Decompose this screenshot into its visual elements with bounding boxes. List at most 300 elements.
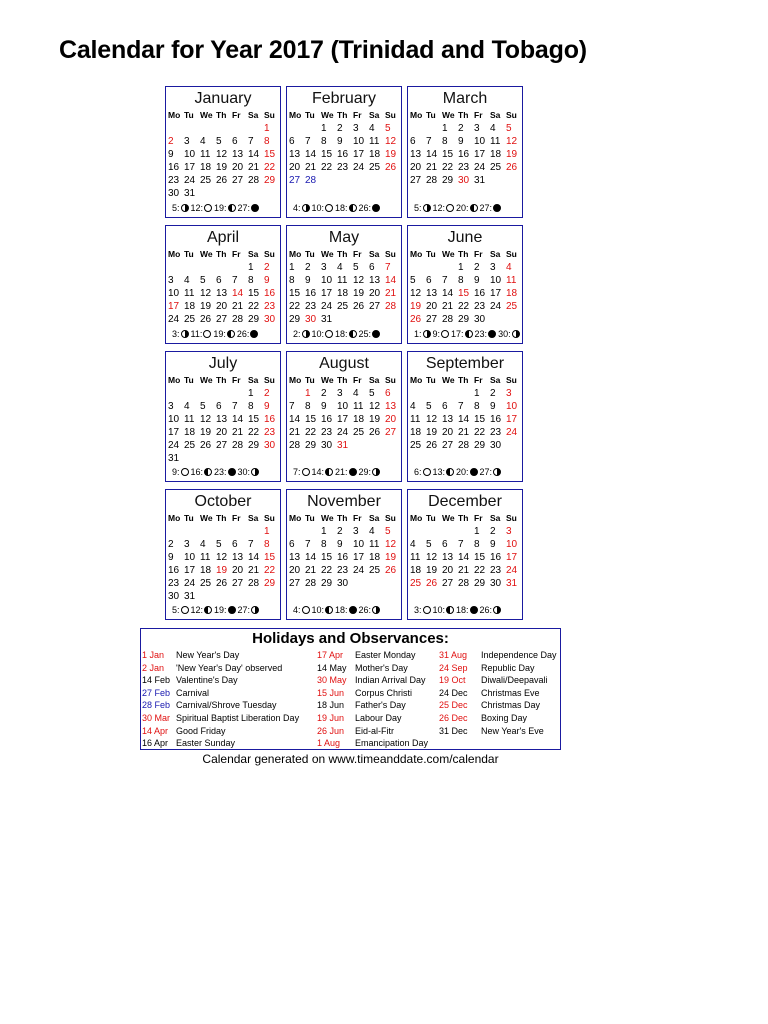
day-cell: 28: [248, 175, 260, 186]
day-cell: 12: [385, 539, 397, 550]
month-august: [286, 351, 402, 482]
day-cell: 2: [305, 262, 311, 273]
day-cell: 4: [337, 262, 343, 273]
moon-phase: [238, 202, 260, 214]
day-cell: 28: [458, 578, 470, 589]
month-june: [407, 225, 523, 344]
holiday-date: 14 Feb: [142, 675, 171, 686]
holiday-name: Carnival: [176, 687, 210, 698]
moon-phase-day: 19:: [213, 329, 226, 339]
moon-phase-day: 26:: [358, 605, 372, 615]
empty-cell: [232, 525, 248, 538]
month-july: [165, 351, 281, 482]
moon-phase-day: 17:: [451, 329, 464, 339]
day-cell: 7: [232, 275, 238, 286]
holiday-row: [317, 737, 428, 750]
day-cell: 21: [305, 162, 317, 173]
day-cell: 22: [264, 162, 276, 173]
moon-phase-day: 12:: [190, 203, 204, 213]
holiday-row: [142, 699, 299, 712]
day-cell: 3: [168, 401, 174, 412]
day-cell: 10: [490, 275, 502, 286]
weekday-header: Su: [385, 375, 396, 385]
day-cell: 19: [410, 301, 422, 312]
day-cell: 5: [216, 539, 222, 550]
day-cell: 27: [442, 440, 454, 451]
day-cell: 11: [353, 401, 364, 412]
day-cell: 6: [426, 275, 432, 286]
day-cell: 11: [490, 136, 501, 147]
holiday-row: [439, 712, 557, 725]
day-cell: 1: [248, 262, 254, 273]
day-cell: 23: [168, 578, 180, 589]
day-cell: 7: [248, 136, 254, 147]
moon-phase: [433, 328, 450, 340]
day-cell: 15: [474, 552, 486, 563]
weekday-header: Sa: [369, 249, 380, 259]
moon-phase-day: 10:: [311, 605, 325, 615]
holiday-name: Labour Day: [355, 712, 402, 723]
holiday-row: [142, 662, 299, 675]
weekday-header: We: [200, 375, 213, 385]
day-cell: 3: [184, 136, 190, 147]
holiday-date: 1 Aug: [317, 738, 341, 749]
holiday-row: [142, 725, 299, 738]
day-cell: 30: [474, 314, 486, 325]
day-cell: 19: [426, 427, 438, 438]
moon-phase-day: 27:: [237, 203, 251, 213]
day-cell: 23: [458, 162, 470, 173]
moon-new-icon: [493, 204, 501, 212]
day-cell: 24: [353, 565, 365, 576]
day-cell: 2: [490, 388, 496, 399]
moon-phase: [414, 466, 431, 478]
day-cell: 28: [248, 578, 260, 589]
day-cell: 2: [458, 123, 464, 134]
day-cell: 6: [232, 539, 238, 550]
day-cell: 3: [506, 526, 512, 537]
moon-phase-day: 10:: [432, 605, 446, 615]
holiday-date: 19 Oct: [439, 675, 466, 686]
day-cell: 18: [369, 149, 381, 160]
weekday-header: Mo: [410, 249, 423, 259]
day-cell: 29: [289, 314, 301, 325]
day-cell: 6: [232, 136, 238, 147]
weekday-header: Fr: [232, 375, 241, 385]
day-cell: 29: [442, 175, 454, 186]
moon-first-icon: [423, 204, 431, 212]
day-cell: 23: [490, 427, 502, 438]
moon-phase: [312, 328, 334, 340]
day-cell: 4: [410, 401, 416, 412]
day-cell: 8: [474, 401, 480, 412]
day-cell: 23: [337, 162, 349, 173]
day-cell: 5: [426, 401, 432, 412]
day-cell: 22: [321, 565, 333, 576]
day-cell: 14: [442, 288, 454, 299]
moon-third-icon: [227, 330, 235, 338]
holiday-name: Carnival/Shrove Tuesday: [176, 700, 277, 711]
moon-phase: [480, 604, 502, 616]
month-january: [165, 86, 281, 218]
day-cell: 17: [321, 288, 333, 299]
day-cell: 18: [490, 149, 502, 160]
day-cell: 13: [385, 401, 397, 412]
moon-new-icon: [470, 606, 478, 614]
empty-cell: [216, 525, 232, 538]
moon-phase-day: 19:: [214, 203, 227, 213]
weekday-header: Th: [216, 249, 227, 259]
month-name: December: [428, 493, 502, 510]
day-cell: 18: [200, 162, 212, 173]
day-cell: 26: [385, 162, 397, 173]
day-cell: 19: [200, 427, 212, 438]
weekday-header: Fr: [232, 110, 241, 120]
moon-phase: [191, 604, 213, 616]
day-cell: 17: [184, 162, 196, 173]
footer-credit: Calendar generated on www.timeanddate.com/calendar: [202, 752, 499, 766]
day-cell: 23: [264, 427, 276, 438]
day-cell: 5: [385, 526, 391, 537]
day-cell: 4: [200, 539, 206, 550]
moon-full-icon: [423, 468, 431, 476]
day-cell: 9: [337, 539, 343, 550]
empty-cell: [200, 261, 216, 274]
day-cell: 2: [337, 526, 343, 537]
day-cell: 21: [442, 301, 454, 312]
empty-cell: [410, 261, 426, 274]
moon-phase-day: 9:: [172, 467, 180, 477]
weekday-header: We: [442, 249, 455, 259]
weekday-header: Su: [506, 513, 517, 523]
page-title: Calendar for Year 2017 (Trinidad and Tobago): [59, 36, 587, 64]
day-cell: 24: [184, 175, 196, 186]
moon-phases: [172, 202, 261, 214]
weekday-header: Su: [385, 513, 396, 523]
day-cell: 28: [458, 440, 470, 451]
holiday-date: 27 Feb: [142, 687, 171, 698]
moon-third-icon: [204, 468, 212, 476]
day-cell: 22: [248, 427, 260, 438]
day-cell: 5: [200, 401, 206, 412]
moon-new-icon: [228, 606, 236, 614]
holidays-column: [142, 649, 299, 750]
day-cell: 29: [321, 578, 333, 589]
moon-new-icon: [372, 204, 380, 212]
moon-phase: [191, 466, 213, 478]
day-cell: 6: [442, 539, 448, 550]
empty-cell: [216, 387, 232, 400]
empty-cell: [426, 525, 442, 538]
moon-phase-day: 7:: [293, 467, 301, 477]
moon-phase: [480, 202, 502, 214]
weekday-header: Fr: [232, 249, 241, 259]
moon-phase-day: 27:: [479, 467, 493, 477]
moon-phase-day: 12:: [432, 203, 446, 213]
day-cell: 14: [232, 414, 244, 425]
day-cell: 6: [216, 275, 222, 286]
weekday-header: Tu: [184, 513, 194, 523]
day-cell: 7: [458, 539, 464, 550]
day-cell: 13: [289, 149, 301, 160]
day-cell: 23: [337, 565, 349, 576]
holiday-date: 24 Dec: [439, 687, 468, 698]
month-may: [286, 225, 402, 344]
holiday-date: 24 Sep: [439, 662, 468, 673]
weekday-header: Mo: [289, 375, 302, 385]
day-cell: 26: [426, 440, 438, 451]
moon-phase-day: 30:: [498, 329, 511, 339]
day-cell: 9: [264, 401, 270, 412]
day-cell: 16: [264, 414, 276, 425]
month-name: October: [194, 493, 252, 510]
moon-phase: [456, 466, 478, 478]
weekday-header: Sa: [248, 110, 259, 120]
moon-phases: [414, 202, 503, 214]
weekday-header: Th: [216, 375, 227, 385]
day-grid: [410, 512, 522, 590]
holiday-name: New Year's Eve: [481, 725, 544, 736]
weekday-header: Fr: [353, 110, 362, 120]
day-cell: 16: [337, 552, 349, 563]
day-cell: 25: [490, 162, 502, 173]
day-cell: 14: [385, 275, 397, 286]
day-cell: 2: [321, 388, 327, 399]
moon-phases: [414, 328, 522, 340]
day-cell: 11: [200, 552, 211, 563]
weekday-header: Tu: [426, 375, 436, 385]
moon-phase-day: 2:: [293, 329, 301, 339]
moon-phase-day: 23:: [474, 329, 488, 339]
day-cell: 9: [168, 149, 174, 160]
holiday-row: [439, 725, 557, 738]
day-cell: 15: [321, 149, 333, 160]
moon-phase: [191, 202, 213, 214]
day-cell: 7: [248, 539, 254, 550]
holiday-name: Spiritual Baptist Liberation Day: [176, 712, 300, 723]
weekday-header: Su: [506, 249, 517, 259]
day-cell: 8: [321, 539, 327, 550]
holiday-date: 18 Jun: [317, 700, 345, 711]
holiday-date: 14 Apr: [142, 725, 169, 736]
weekday-header: Fr: [232, 513, 241, 523]
moon-phases: [293, 328, 382, 340]
day-cell: 26: [426, 578, 438, 589]
holiday-date: 30 Mar: [142, 712, 171, 723]
day-cell: 24: [168, 314, 180, 325]
holiday-name: Easter Sunday: [176, 738, 236, 749]
day-cell: 26: [353, 301, 365, 312]
day-cell: 17: [490, 288, 502, 299]
weekday-header: Tu: [426, 249, 436, 259]
holiday-name: Indian Arrival Day: [355, 675, 426, 686]
weekday-header: Su: [506, 375, 517, 385]
month-september: [407, 351, 523, 482]
moon-phase: [237, 328, 259, 340]
weekday-header: Mo: [168, 249, 181, 259]
moon-phase-day: 10:: [311, 203, 325, 213]
day-cell: 9: [168, 552, 174, 563]
moon-phase: [213, 328, 235, 340]
day-cell: 22: [248, 301, 260, 312]
day-cell: 26: [410, 314, 422, 325]
weekday-header: Sa: [369, 513, 380, 523]
holiday-row: [142, 737, 299, 750]
day-cell: 11: [184, 288, 195, 299]
day-cell: 16: [337, 149, 349, 160]
day-cell: 19: [200, 301, 212, 312]
moon-first-icon: [251, 468, 259, 476]
moon-phase: [456, 604, 478, 616]
day-cell: 8: [458, 275, 464, 286]
day-cell: 5: [385, 123, 391, 134]
weekday-header: Fr: [474, 513, 483, 523]
day-cell: 20: [289, 565, 301, 576]
moon-phase: [433, 604, 455, 616]
day-cell: 22: [264, 565, 276, 576]
day-cell: 9: [321, 401, 327, 412]
day-cell: 5: [216, 136, 222, 147]
moon-phase-day: 14:: [311, 467, 325, 477]
day-cell: 3: [474, 123, 480, 134]
day-cell: 19: [216, 565, 228, 576]
day-cell: 26: [369, 427, 381, 438]
day-cell: 17: [184, 565, 196, 576]
day-cell: 18: [506, 288, 518, 299]
day-cell: 17: [337, 414, 349, 425]
day-cell: 9: [490, 401, 496, 412]
holiday-row: [439, 687, 557, 700]
day-cell: 15: [264, 552, 276, 563]
holiday-date: 25 Dec: [439, 700, 468, 711]
day-cell: 10: [168, 414, 180, 425]
moon-phase: [414, 202, 431, 214]
holiday-name: Christmas Day: [481, 700, 541, 711]
empty-cell: [442, 387, 458, 400]
moon-phase: [335, 328, 357, 340]
day-cell: 4: [184, 275, 190, 286]
moon-phase: [475, 328, 497, 340]
day-cell: 28: [232, 440, 244, 451]
moon-phase: [312, 604, 334, 616]
holiday-row: [317, 725, 428, 738]
day-cell: 19: [353, 288, 365, 299]
day-cell: 8: [289, 275, 295, 286]
day-cell: 2: [168, 539, 174, 550]
holiday-row: [142, 649, 299, 662]
holiday-row: [439, 649, 557, 662]
day-cell: 1: [442, 123, 448, 134]
day-cell: 12: [426, 414, 438, 425]
day-cell: 8: [264, 539, 270, 550]
day-cell: 27: [289, 578, 301, 589]
moon-new-icon: [251, 204, 259, 212]
day-cell: 3: [337, 388, 343, 399]
day-cell: 30: [458, 175, 470, 186]
moon-full-icon: [423, 606, 431, 614]
weekday-header: Sa: [369, 110, 380, 120]
weekday-header: Sa: [490, 513, 501, 523]
holiday-name: New Year's Day: [176, 650, 240, 660]
day-cell: 30: [337, 578, 349, 589]
day-cell: 29: [248, 440, 260, 451]
holiday-name: Mother's Day: [355, 662, 408, 673]
weekday-header: Tu: [184, 249, 194, 259]
month-december: [407, 489, 523, 620]
day-cell: 15: [289, 288, 301, 299]
moon-new-icon: [372, 330, 380, 338]
day-cell: 16: [321, 414, 333, 425]
day-cell: 1: [289, 262, 295, 273]
empty-cell: [458, 387, 474, 400]
day-cell: 18: [184, 427, 196, 438]
day-cell: 2: [264, 262, 270, 273]
day-cell: 11: [337, 275, 348, 286]
month-name: August: [319, 355, 369, 372]
day-cell: 25: [184, 314, 196, 325]
day-cell: 4: [353, 388, 359, 399]
moon-phase: [293, 466, 310, 478]
day-cell: 14: [289, 414, 301, 425]
weekday-header: We: [442, 513, 455, 523]
day-grid: [168, 109, 280, 200]
day-cell: 8: [321, 136, 327, 147]
day-cell: 25: [369, 162, 381, 173]
day-cell: 15: [248, 288, 260, 299]
day-cell: 23: [264, 301, 276, 312]
day-cell: 24: [490, 301, 502, 312]
weekday-header: Th: [337, 110, 348, 120]
day-cell: 27: [369, 301, 381, 312]
moon-phase-day: 9:: [432, 329, 441, 339]
moon-first-icon: [493, 606, 501, 614]
day-cell: 10: [184, 552, 196, 563]
holiday-date: 19 Jun: [317, 712, 345, 723]
moon-first-icon: [302, 330, 310, 338]
day-cell: 6: [289, 136, 295, 147]
day-cell: 23: [321, 427, 333, 438]
day-cell: 29: [248, 314, 260, 325]
empty-cell: [232, 261, 248, 274]
day-cell: 4: [200, 136, 206, 147]
day-cell: 20: [410, 162, 422, 173]
moon-third-icon: [446, 468, 454, 476]
moon-phase: [172, 466, 189, 478]
day-cell: 20: [289, 162, 301, 173]
weekday-header: Mo: [168, 110, 181, 120]
day-cell: 21: [289, 427, 301, 438]
day-cell: 3: [353, 526, 359, 537]
weekday-header: Tu: [184, 375, 194, 385]
day-cell: 7: [458, 401, 464, 412]
day-cell: 27: [426, 314, 438, 325]
moon-third-icon: [325, 468, 333, 476]
day-cell: 3: [353, 123, 359, 134]
weekday-header: We: [321, 110, 334, 120]
day-grid: [168, 248, 280, 326]
weekday-header: Mo: [410, 375, 423, 385]
day-cell: 10: [474, 136, 486, 147]
day-cell: 13: [216, 288, 228, 299]
day-cell: 28: [305, 175, 317, 186]
day-cell: 6: [442, 401, 448, 412]
month-october: [165, 489, 281, 620]
empty-cell: [426, 122, 442, 135]
holiday-name: Father's Day: [355, 700, 406, 711]
month-february: [286, 86, 402, 218]
day-cell: 16: [168, 565, 180, 576]
moon-phases: [414, 604, 503, 616]
